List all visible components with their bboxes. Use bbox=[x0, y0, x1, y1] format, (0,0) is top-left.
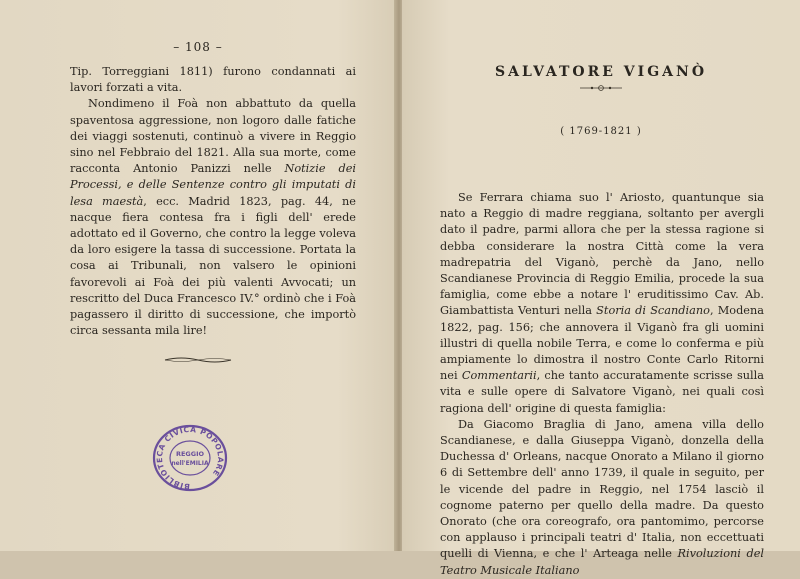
left-page bbox=[0, 0, 396, 551]
stamp-ring-text: BIBLIOTECA CIVICA POPOLARE bbox=[154, 424, 226, 492]
paragraph: Se Ferrara chiama suo l' Ariosto, quantunque sia nato a Reggio di madre reggiana, soltanto per avergli dato il padre, parmi allora che per la stessa ragione si debba considerare la nostra Città come la vera madrepatria del Viganò, perchè da Jano, nello Scandianese Provincia di Reggio Emilia, procede la sua famiglia, come ebbe a notare l' eruditissimo Cav. Ab. Giambattista Venturi nella Storia di Scandiano, Modena 1822, pag. 156; che annovera il Viganò fra gli uomini illustri di quella nobile Terra, e come lo conferma e più ampiamente lo dimostra il nostro Conte Carlo Ritorni nei Commentarii, che tanto accuratamente scrisse sulla vita e sulle opere di Salvatore Viganò, nei quali così ragiona dell' origine di questa famiglia: bbox=[440, 191, 764, 415]
paragraph: Tip. Torreggiani 1811) furono condannati ai lavori forzati a vita. bbox=[70, 65, 356, 95]
end-ornament bbox=[0, 356, 396, 367]
left-page-text bbox=[70, 64, 356, 339]
chapter-title: SALVATORE VIGANÒ bbox=[494, 64, 708, 80]
paragraph: Da Giacomo Braglia di Jano, amena villa dello Scandianese, e dalla Giuseppa Viganò, donzella della Duchessa d' Orleans, nacque Onorato a Milano il giorno 6 di Settembre dell' anno 1739, il quale in seguito, per le vicende del padre in Reggio, nel 1754 lasciò il cognome paterno per quello della madre. Da questo Onorato (che ora coreografo, ora pantomimo, percorse con applauso i principali teatri d' Italia, non eccettuati quelli di Vienna, e che l' Arteaga nelle Rivoluzioni del Teatro Musicale Italiano bbox=[440, 417, 764, 577]
library-stamp bbox=[150, 420, 230, 492]
title-ornament bbox=[402, 84, 800, 95]
stamp-center-line2: nell'EMILIA bbox=[171, 460, 209, 467]
stamp-center-line1: REGGIO bbox=[175, 450, 205, 458]
page-number: – 108 – bbox=[173, 40, 223, 54]
paragraph: Nondimeno il Foà non abbattuto da quella spaventosa aggressione, non logoro dalle fatiche dei viaggi sostenuti, continuò a vivere in Reggio sino nel Febbraio del 1821. Alla sua morte, come racconta Antonio Panizzi nelle Notizie dei Processi, e delle Sentenze contro gli imputati di lesa maestà, ecc. Madrid 1823, pag. 44, ne nacque fiera contesa fra i figli dell' erede adottato ed il Governo, che contro la legge voleva da loro esigere la tassa di successione. Portata la cosa ai Tribunali, non valsero le opinioni favorevoli ai Foà dei più valenti Avvocati; un rescritto del Duca Francesco IV.° ordinò che i Foà pagassero il diritto di successione, che importò circa sessanta mila lire! bbox=[70, 97, 357, 338]
life-dates: ( 1769-1821 ) bbox=[560, 126, 642, 137]
right-page bbox=[402, 0, 800, 577]
right-page-text bbox=[440, 190, 764, 579]
